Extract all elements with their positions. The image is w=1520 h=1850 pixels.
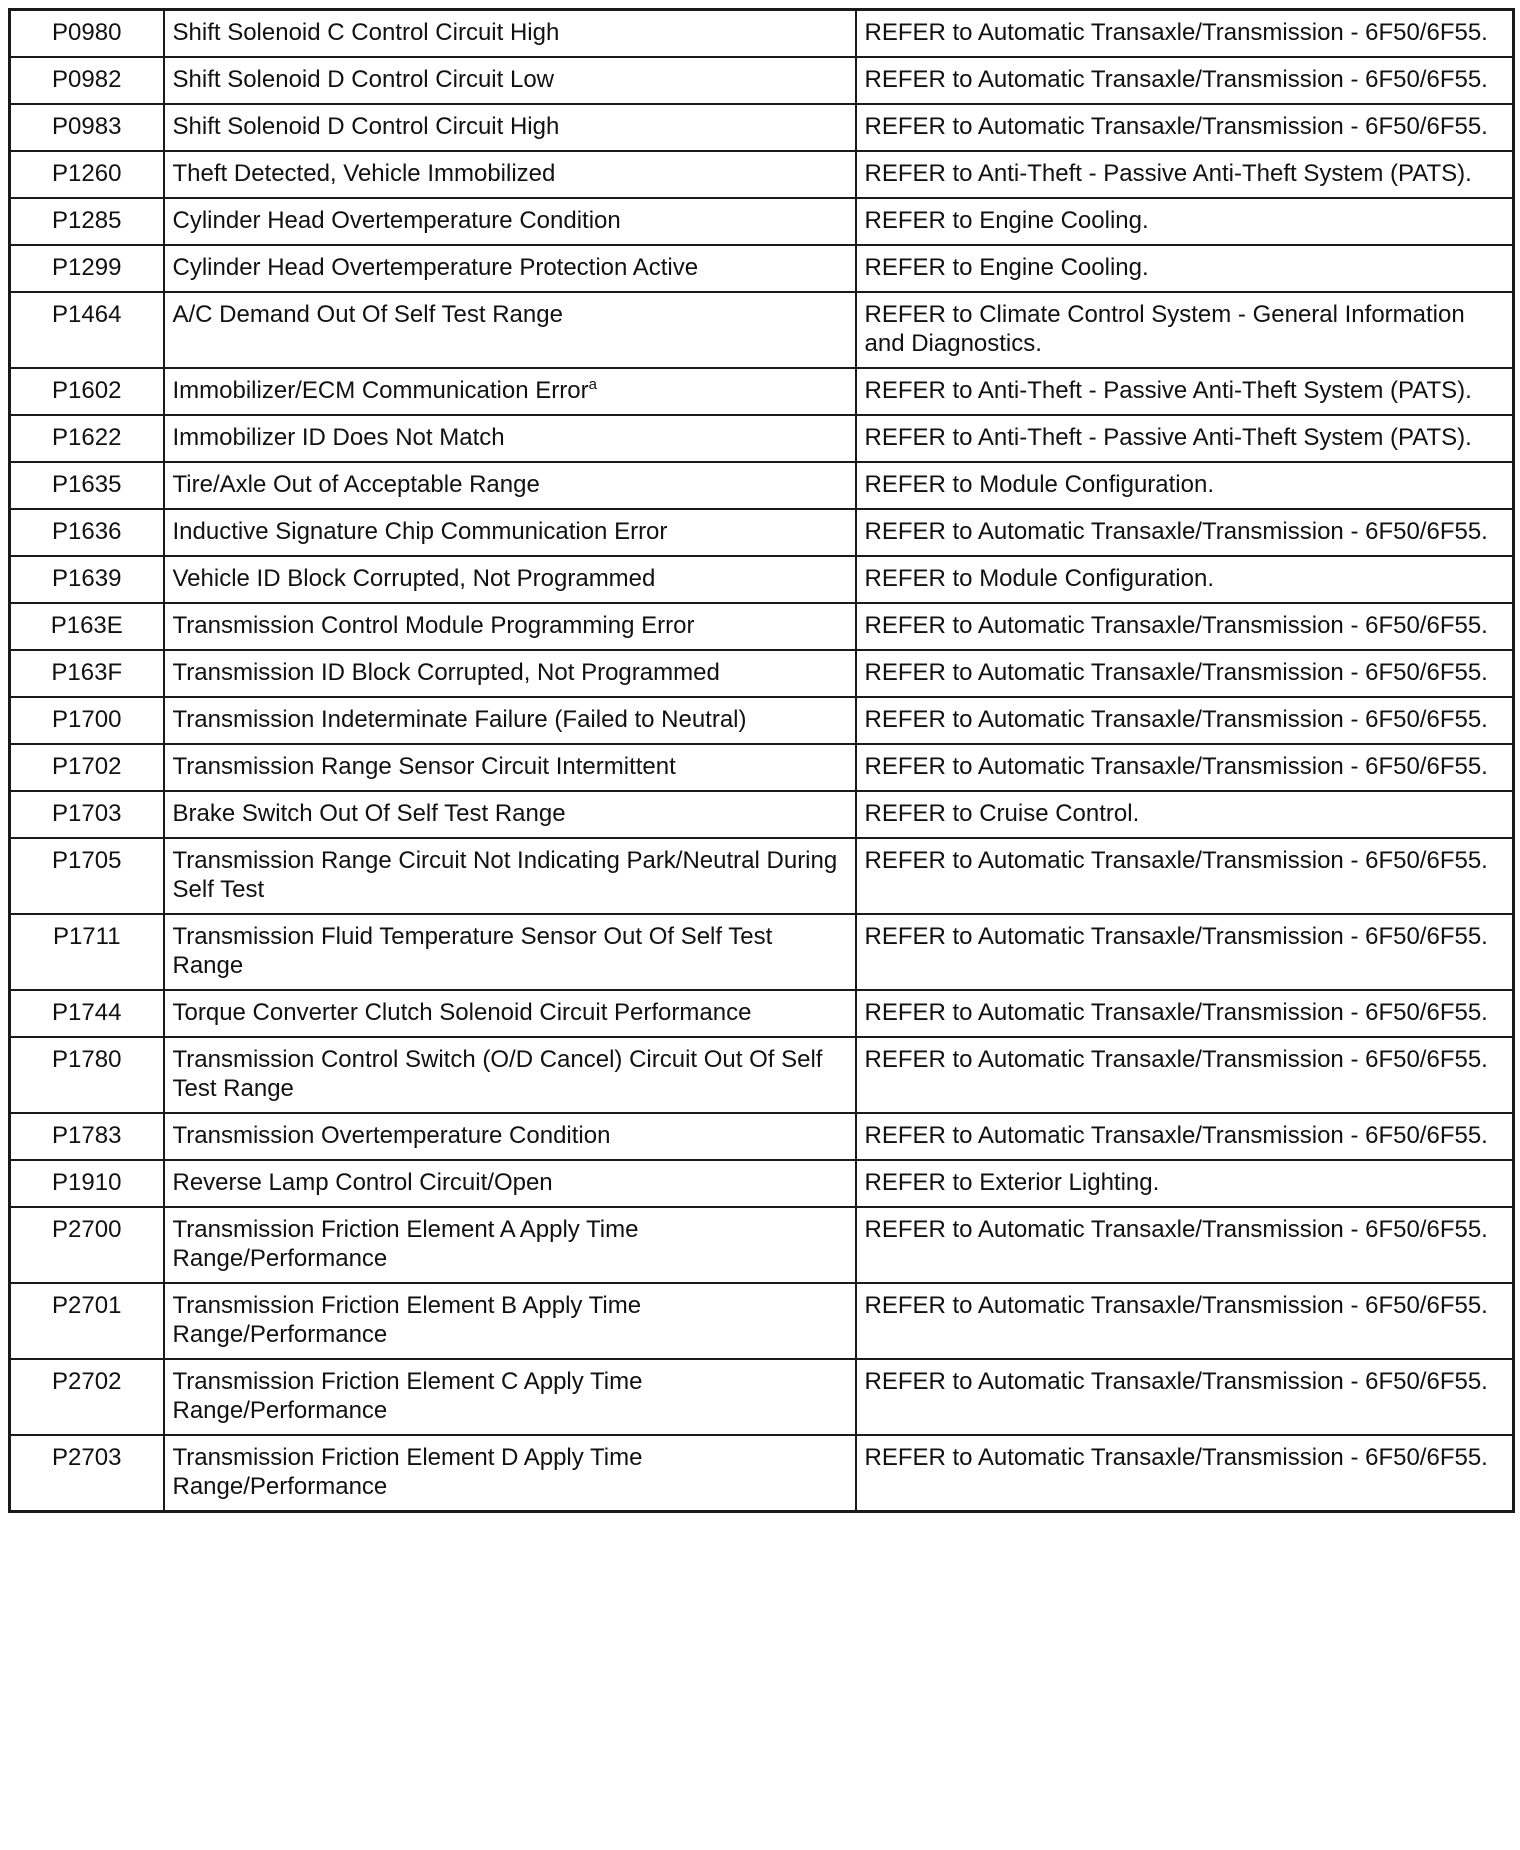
table-row <box>10 292 1514 368</box>
dtc-action: REFER to Automatic Transaxle/Transmission - 6F50/6F55. <box>856 914 1514 990</box>
dtc-description <box>164 104 856 151</box>
description-text: Cylinder Head Overtemperature Protection Active <box>172 254 699 281</box>
dtc-action: REFER to Engine Cooling. <box>856 198 1514 245</box>
table-row <box>10 1113 1514 1160</box>
dtc-description <box>164 914 856 990</box>
table-row <box>10 744 1514 791</box>
dtc-description <box>164 697 856 744</box>
dtc-code: P1602 <box>10 368 164 415</box>
dtc-action: REFER to Automatic Transaxle/Transmission - 6F50/6F55. <box>856 650 1514 697</box>
dtc-description <box>164 990 856 1037</box>
table-row <box>10 697 1514 744</box>
dtc-code: P163E <box>10 603 164 650</box>
dtc-code: P1285 <box>10 198 164 245</box>
dtc-description <box>164 10 856 58</box>
description-text: Shift Solenoid C Control Circuit High <box>172 19 560 46</box>
dtc-code: P1703 <box>10 791 164 838</box>
dtc-action: REFER to Cruise Control. <box>856 791 1514 838</box>
description-text: Reverse Lamp Control Circuit/Open <box>172 1169 553 1196</box>
dtc-code: P2703 <box>10 1435 164 1512</box>
dtc-action: REFER to Automatic Transaxle/Transmission - 6F50/6F55. <box>856 1435 1514 1512</box>
table-row <box>10 650 1514 697</box>
dtc-action: REFER to Climate Control System - General Information and Diagnostics. <box>856 292 1514 368</box>
description-text: Shift Solenoid D Control Circuit High <box>172 113 560 140</box>
dtc-action: REFER to Automatic Transaxle/Transmission - 6F50/6F55. <box>856 838 1514 914</box>
dtc-description <box>164 603 856 650</box>
description-text: Immobilizer/ECM Communication Error <box>172 377 589 404</box>
dtc-code: P1780 <box>10 1037 164 1113</box>
dtc-description <box>164 1207 856 1283</box>
dtc-action: REFER to Anti-Theft - Passive Anti-Theft System (PATS). <box>856 151 1514 198</box>
dtc-code: P163F <box>10 650 164 697</box>
dtc-action: REFER to Exterior Lighting. <box>856 1160 1514 1207</box>
table-row <box>10 57 1514 104</box>
dtc-description <box>164 57 856 104</box>
dtc-description <box>164 556 856 603</box>
dtc-action: REFER to Anti-Theft - Passive Anti-Theft System (PATS). <box>856 368 1514 415</box>
dtc-action: REFER to Module Configuration. <box>856 462 1514 509</box>
dtc-description <box>164 509 856 556</box>
description-text: Transmission ID Block Corrupted, Not Programmed <box>172 659 720 686</box>
dtc-code: P0983 <box>10 104 164 151</box>
description-text: Transmission Range Circuit Not Indicating Park/Neutral During Self Test <box>172 847 838 903</box>
dtc-description <box>164 1037 856 1113</box>
description-text: Transmission Overtemperature Condition <box>172 1122 611 1149</box>
dtc-action: REFER to Automatic Transaxle/Transmission - 6F50/6F55. <box>856 104 1514 151</box>
table-row <box>10 415 1514 462</box>
dtc-description <box>164 198 856 245</box>
dtc-code: P1711 <box>10 914 164 990</box>
table-row <box>10 556 1514 603</box>
table-row <box>10 990 1514 1037</box>
description-text: Torque Converter Clutch Solenoid Circuit Performance <box>172 999 752 1026</box>
table-row <box>10 245 1514 292</box>
description-text: Tire/Axle Out of Acceptable Range <box>172 471 540 498</box>
description-text: Cylinder Head Overtemperature Condition <box>172 207 621 234</box>
dtc-code: P2700 <box>10 1207 164 1283</box>
dtc-description <box>164 368 856 415</box>
description-text: Inductive Signature Chip Communication Error <box>172 518 668 545</box>
table-row <box>10 1283 1514 1359</box>
dtc-code: P2702 <box>10 1359 164 1435</box>
dtc-code: P1299 <box>10 245 164 292</box>
dtc-action: REFER to Automatic Transaxle/Transmission - 6F50/6F55. <box>856 603 1514 650</box>
dtc-code: P1636 <box>10 509 164 556</box>
dtc-action: REFER to Automatic Transaxle/Transmission - 6F50/6F55. <box>856 744 1514 791</box>
dtc-action: REFER to Automatic Transaxle/Transmission - 6F50/6F55. <box>856 57 1514 104</box>
dtc-code: P1622 <box>10 415 164 462</box>
dtc-action: REFER to Automatic Transaxle/Transmission - 6F50/6F55. <box>856 1359 1514 1435</box>
dtc-table <box>8 8 1515 1513</box>
dtc-description <box>164 744 856 791</box>
description-text: Transmission Fluid Temperature Sensor Out Of Self Test Range <box>172 923 773 979</box>
description-text: Transmission Range Sensor Circuit Intermittent <box>172 753 676 780</box>
table-row <box>10 603 1514 650</box>
table-row <box>10 509 1514 556</box>
dtc-code: P1910 <box>10 1160 164 1207</box>
description-text: Theft Detected, Vehicle Immobilized <box>172 160 556 187</box>
description-text: Transmission Friction Element A Apply Time Range/Performance <box>172 1216 639 1272</box>
description-text: Shift Solenoid D Control Circuit Low <box>172 66 555 93</box>
table-row <box>10 1435 1514 1512</box>
dtc-action: REFER to Automatic Transaxle/Transmission - 6F50/6F55. <box>856 10 1514 58</box>
dtc-code: P1700 <box>10 697 164 744</box>
dtc-action: REFER to Anti-Theft - Passive Anti-Theft System (PATS). <box>856 415 1514 462</box>
dtc-description <box>164 245 856 292</box>
table-row <box>10 10 1514 58</box>
dtc-code: P1705 <box>10 838 164 914</box>
table-row <box>10 1207 1514 1283</box>
dtc-action: REFER to Automatic Transaxle/Transmission - 6F50/6F55. <box>856 1283 1514 1359</box>
dtc-description <box>164 650 856 697</box>
table-row <box>10 1160 1514 1207</box>
dtc-description <box>164 1113 856 1160</box>
table-row <box>10 838 1514 914</box>
dtc-description <box>164 1283 856 1359</box>
dtc-description <box>164 415 856 462</box>
dtc-code: P1639 <box>10 556 164 603</box>
dtc-description <box>164 1435 856 1512</box>
footnote-marker: a <box>588 376 597 393</box>
dtc-code: P0980 <box>10 10 164 58</box>
dtc-action: REFER to Automatic Transaxle/Transmission - 6F50/6F55. <box>856 990 1514 1037</box>
table-row <box>10 198 1514 245</box>
dtc-action: REFER to Engine Cooling. <box>856 245 1514 292</box>
description-text: Vehicle ID Block Corrupted, Not Programmed <box>172 565 656 592</box>
table-row <box>10 1359 1514 1435</box>
dtc-description <box>164 292 856 368</box>
table-row <box>10 791 1514 838</box>
dtc-action: REFER to Automatic Transaxle/Transmission - 6F50/6F55. <box>856 1207 1514 1283</box>
table-row <box>10 462 1514 509</box>
dtc-action: REFER to Module Configuration. <box>856 556 1514 603</box>
dtc-code: P1464 <box>10 292 164 368</box>
dtc-code: P1783 <box>10 1113 164 1160</box>
description-text: A/C Demand Out Of Self Test Range <box>172 301 563 328</box>
table-row <box>10 104 1514 151</box>
description-text: Immobilizer ID Does Not Match <box>172 424 505 451</box>
dtc-action: REFER to Automatic Transaxle/Transmission - 6F50/6F55. <box>856 1037 1514 1113</box>
dtc-action: REFER to Automatic Transaxle/Transmission - 6F50/6F55. <box>856 1113 1514 1160</box>
dtc-code: P0982 <box>10 57 164 104</box>
dtc-table-body <box>10 10 1514 1512</box>
dtc-description <box>164 1160 856 1207</box>
description-text: Brake Switch Out Of Self Test Range <box>172 800 566 827</box>
dtc-description <box>164 791 856 838</box>
dtc-action: REFER to Automatic Transaxle/Transmission - 6F50/6F55. <box>856 697 1514 744</box>
dtc-code: P1260 <box>10 151 164 198</box>
dtc-code: P1702 <box>10 744 164 791</box>
description-text: Transmission Friction Element D Apply Time Range/Performance <box>172 1444 643 1500</box>
description-text: Transmission Control Switch (O/D Cancel) Circuit Out Of Self Test Range <box>172 1046 823 1102</box>
table-row <box>10 368 1514 415</box>
dtc-code: P1635 <box>10 462 164 509</box>
description-text: Transmission Friction Element C Apply Time Range/Performance <box>172 1368 643 1424</box>
table-row <box>10 1037 1514 1113</box>
dtc-description <box>164 1359 856 1435</box>
description-text: Transmission Indeterminate Failure (Failed to Neutral) <box>172 706 747 733</box>
table-row <box>10 151 1514 198</box>
dtc-description <box>164 838 856 914</box>
dtc-code: P1744 <box>10 990 164 1037</box>
dtc-action: REFER to Automatic Transaxle/Transmission - 6F50/6F55. <box>856 509 1514 556</box>
description-text: Transmission Friction Element B Apply Time Range/Performance <box>172 1292 642 1348</box>
table-row <box>10 914 1514 990</box>
dtc-description <box>164 151 856 198</box>
description-text: Transmission Control Module Programming Error <box>172 612 695 639</box>
dtc-code: P2701 <box>10 1283 164 1359</box>
dtc-description <box>164 462 856 509</box>
